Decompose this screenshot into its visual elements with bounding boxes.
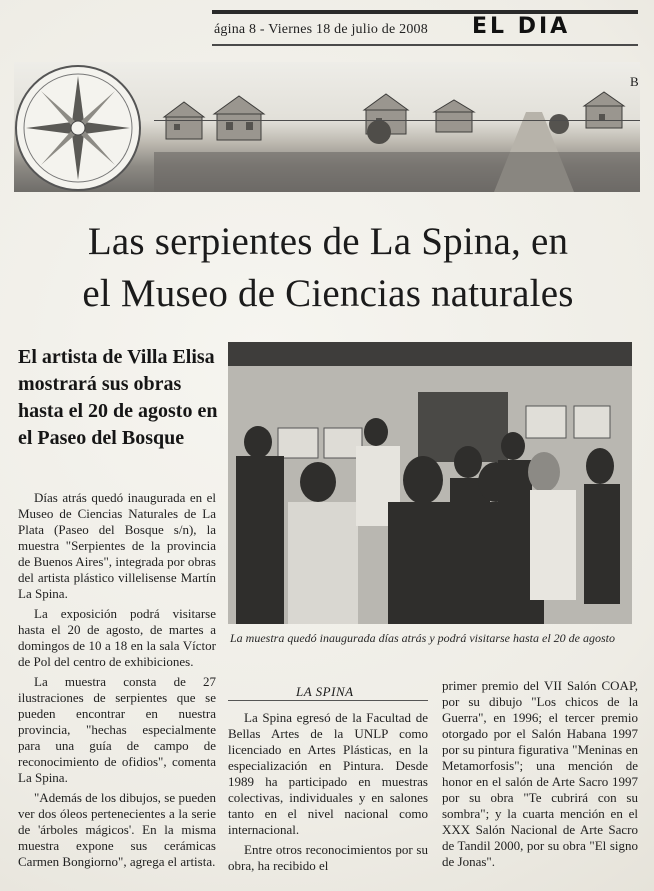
photo-caption: La muestra quedó inaugurada días atrás y podrá visitarse hasta el 20 de agosto xyxy=(230,631,616,645)
article-column-2 xyxy=(228,710,428,878)
paragraph: La exposición podrá visitarse hasta el 20 de agosto, de martes a domingos de 10 a 18 en la sala Víctor de Pol del centro de exhibiciones. xyxy=(18,606,216,669)
paragraph: Días atrás quedó inaugurada en el Museo de Ciencias Naturales de La Plata (Paseo del Bosque s/n), la muestra "Serpientes de la provincia de Buenos Aires", integrada por obras del artista plástico villelisense Martín La Spina. xyxy=(18,490,216,601)
corner-fragment: B xyxy=(630,74,639,89)
paragraph: La muestra consta de 27 ilustraciones de serpientes que se pueden encontrar en nuestra provincia, "hechas especialmente para una guía de campo de reconocimiento de ofidios", comenta La Spina. xyxy=(18,674,216,785)
paragraph: "Además de los dibujos, se pueden ver dos óleos pertenecientes a la serie de 'árboles mágicos'. En la misma muestra expone sus cerámicas Carmen Bongiorno", agrega el artista. xyxy=(18,790,216,869)
section-rule xyxy=(228,700,428,701)
paragraph: Entre otros reconocimientos por su obra, ha recibido el xyxy=(228,842,428,873)
article-column-3 xyxy=(442,678,638,874)
section-label: LA SPINA xyxy=(296,684,354,699)
compass-rosette-icon xyxy=(14,64,142,192)
paragraph: primer premio del VII Salón COAP, por su dibujo "Los chicos de la Guerra", en 1996; el tercer premio otorgado por el Salón Habana 1997 por su pintura figurativa "Meninas en Metamorfosis"; una mención de honor en el salón de Arte Sacro 1997 por su obra "Te cubrirá con su sombra"; y la cuarta mención en el XXX Salón Nacional de Arte Sacro de Tandil 2000, por su obra "El signo de Jonas". xyxy=(442,678,638,869)
article-column-1 xyxy=(18,490,216,874)
headline-line-2: el Museo de Ciencias naturales xyxy=(82,272,574,315)
header-top-rule xyxy=(212,10,638,14)
paragraph: La Spina egresó de la Facultad de Bellas Artes de la UNLP como licenciado en Artes Plásticas, en la especialización en Pintura. Desde 1989 ha participado en muestras colectivas, individuales y en salones tanto en el nivel nacional como internacional. xyxy=(228,710,428,837)
exhibition-photo xyxy=(228,342,632,624)
exhibition-photo-image xyxy=(228,342,632,624)
section-banner xyxy=(14,62,640,192)
banner-rule xyxy=(154,120,640,121)
masthead: EL DIA xyxy=(472,14,571,39)
headline xyxy=(28,216,628,320)
page-info: ágina 8 - Viernes 18 de julio de 2008 xyxy=(214,22,428,37)
subheadline: El artista de Villa Elisa mostrará sus obras hasta el 20 de agosto en el Paseo del Bosque xyxy=(18,346,218,449)
headline-line-1: Las serpientes de La Spina, en xyxy=(87,220,569,263)
header-bottom-rule xyxy=(212,44,638,46)
